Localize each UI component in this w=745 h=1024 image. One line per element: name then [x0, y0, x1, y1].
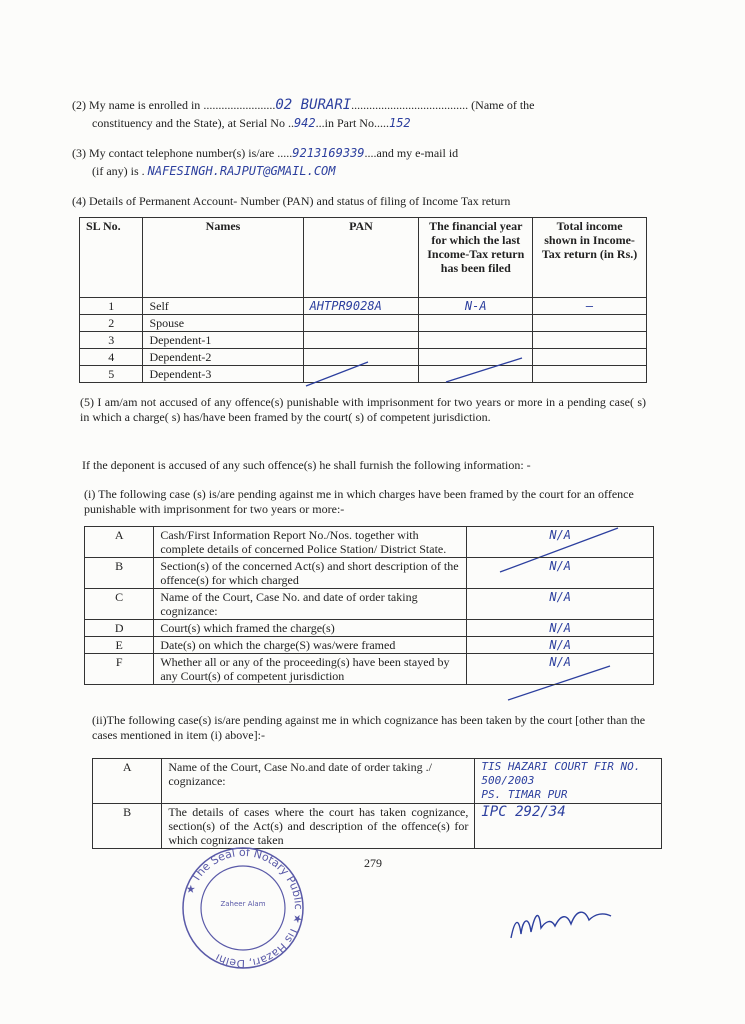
pen-strike	[446, 358, 522, 382]
header-income: Total income shown in Income-Tax return (in Rs.)	[533, 218, 647, 298]
row-desc: Date(s) on which the charge(S) was/were framed	[154, 637, 467, 654]
row-answer: N/A	[467, 589, 654, 620]
phone-value: 9213169339	[292, 146, 365, 160]
section-2-prefix: (2) My name is enrolled in	[72, 98, 201, 112]
row-sl: 3	[80, 332, 143, 349]
row-year: N-A	[419, 298, 533, 315]
row-desc: The details of cases where the court has taken cognizance, section(s) of the Act(s) and description of the offence(s) for which cognizance taken	[162, 804, 475, 849]
pen-strike	[306, 362, 368, 386]
table-row	[85, 558, 654, 589]
table-row	[85, 589, 654, 620]
seal-text: ★ The Seal of Notary Public ★ Tis Hazari, Delhi	[182, 846, 306, 970]
section-3: (3) My contact telephone number(s) is/are .....9213169339....and my e-mail id	[72, 146, 459, 160]
header-names: Names	[143, 218, 303, 298]
row-desc: Cash/First Information Report No./Nos. together with complete details of concerned Police Station/ District State.	[154, 527, 467, 558]
row-letter: C	[85, 589, 154, 620]
row-answer	[475, 759, 662, 804]
row-desc: Name of the Court, Case No.and date of order taking ./ cognizance:	[162, 759, 475, 804]
table-row	[93, 804, 662, 849]
email-prefix: (if any) is	[92, 164, 139, 178]
row-letter: B	[85, 558, 154, 589]
table-row	[93, 759, 662, 804]
row-letter: A	[93, 759, 162, 804]
part-no-value: 152	[388, 116, 411, 130]
section-2-suffix: (Name of the	[471, 98, 535, 112]
row-answer: N/A	[467, 527, 654, 558]
row-name: Dependent-3	[143, 366, 303, 383]
row-name: Spouse	[143, 315, 303, 332]
row-name: Dependent-2	[143, 349, 303, 366]
row-desc: Section(s) of the concerned Act(s) and short description of the offence(s) for which charged	[154, 558, 467, 589]
seal-inner-text: Zaheer Alam	[220, 900, 266, 908]
header-sl: SL No.	[80, 218, 143, 298]
row-answer: IPC 292/34	[475, 804, 662, 849]
item-ii-heading: (ii)The following case(s) is/are pending against me in which cognizance has been taken by the court [other than the cases mentioned in item (i) above]:-	[92, 713, 646, 742]
section-3-line2: (if any) is . NAFESINGH.RAJPUT@GMAIL.COM	[92, 164, 336, 178]
signature	[505, 888, 615, 948]
answer-line-1: TIS HAZARI COURT FIR NO. 500/2003	[481, 760, 641, 787]
email-value: NAFESINGH.RAJPUT@GMAIL.COM	[147, 164, 336, 178]
serial-no-value: 942	[293, 116, 316, 130]
table-row	[85, 527, 654, 558]
charges-table	[84, 526, 654, 685]
row-answer: N/A	[467, 620, 654, 637]
item-i-heading: (i) The following case (s) is/are pending against me in which charges have been framed by the court for an offence punishable with imprisonment for two years or more:-	[84, 487, 634, 516]
row-sl: 2	[80, 315, 143, 332]
deponent-note: If the deponent is accused of any such offence(s) he shall furnish the following information: -	[82, 458, 531, 472]
answer-line-2: PS. TIMAR PUR	[481, 788, 568, 801]
header-pan: PAN	[303, 218, 419, 298]
table-row	[85, 637, 654, 654]
row-desc: Name of the Court, Case No. and date of order taking cognizance:	[154, 589, 467, 620]
dot-leader: .......................................	[351, 98, 469, 112]
phone-label: (3) My contact telephone number(s) is/are	[72, 146, 275, 160]
row-letter: A	[85, 527, 154, 558]
row-letter: F	[85, 654, 154, 685]
page-number: 279	[364, 856, 382, 870]
constituency-value: 02 BURARI	[275, 97, 352, 113]
row-sl: 4	[80, 349, 143, 366]
row-answer: N/A	[467, 558, 654, 589]
row-sl: 1	[80, 298, 143, 315]
row-letter: E	[85, 637, 154, 654]
row-pan: AHTPR9028A	[303, 298, 419, 315]
part-label: in Part No.	[324, 116, 377, 130]
cognizance-table	[92, 758, 662, 849]
row-income: —	[533, 298, 647, 315]
row-letter: D	[85, 620, 154, 637]
row-name: Self	[143, 298, 303, 315]
serial-label: constituency and the State), at Serial No	[92, 116, 285, 130]
table-row	[85, 620, 654, 637]
table-row	[85, 654, 654, 685]
row-name: Dependent-1	[143, 332, 303, 349]
row-desc: Whether all or any of the proceeding(s) have been stayed by any Court(s) of competent jurisdiction	[154, 654, 467, 685]
section-2-line2: constituency and the State), at Serial No ..942...in Part No.....152	[92, 116, 411, 130]
row-desc: Court(s) which framed the charge(s)	[154, 620, 467, 637]
section-5: (5) I am/am not accused of any offence(s) punishable with imprisonment for two years or more in a pending case( s) in which a charge( s) has/have been framed by the court( s) of competent jurisdiction.	[80, 395, 646, 424]
section-4-heading: (4) Details of Permanent Account- Number (PAN) and status of filing of Income Tax return	[72, 194, 511, 208]
row-letter: B	[93, 804, 162, 849]
row-answer: N/A	[467, 654, 654, 685]
row-sl: 5	[80, 366, 143, 383]
dot-leader: ........................	[203, 98, 276, 112]
email-label: and my e-mail id	[376, 146, 459, 160]
header-year: The financial year for which the last Income-Tax return has been filed	[419, 218, 533, 298]
row-answer: N/A	[467, 637, 654, 654]
notary-seal	[176, 846, 310, 970]
